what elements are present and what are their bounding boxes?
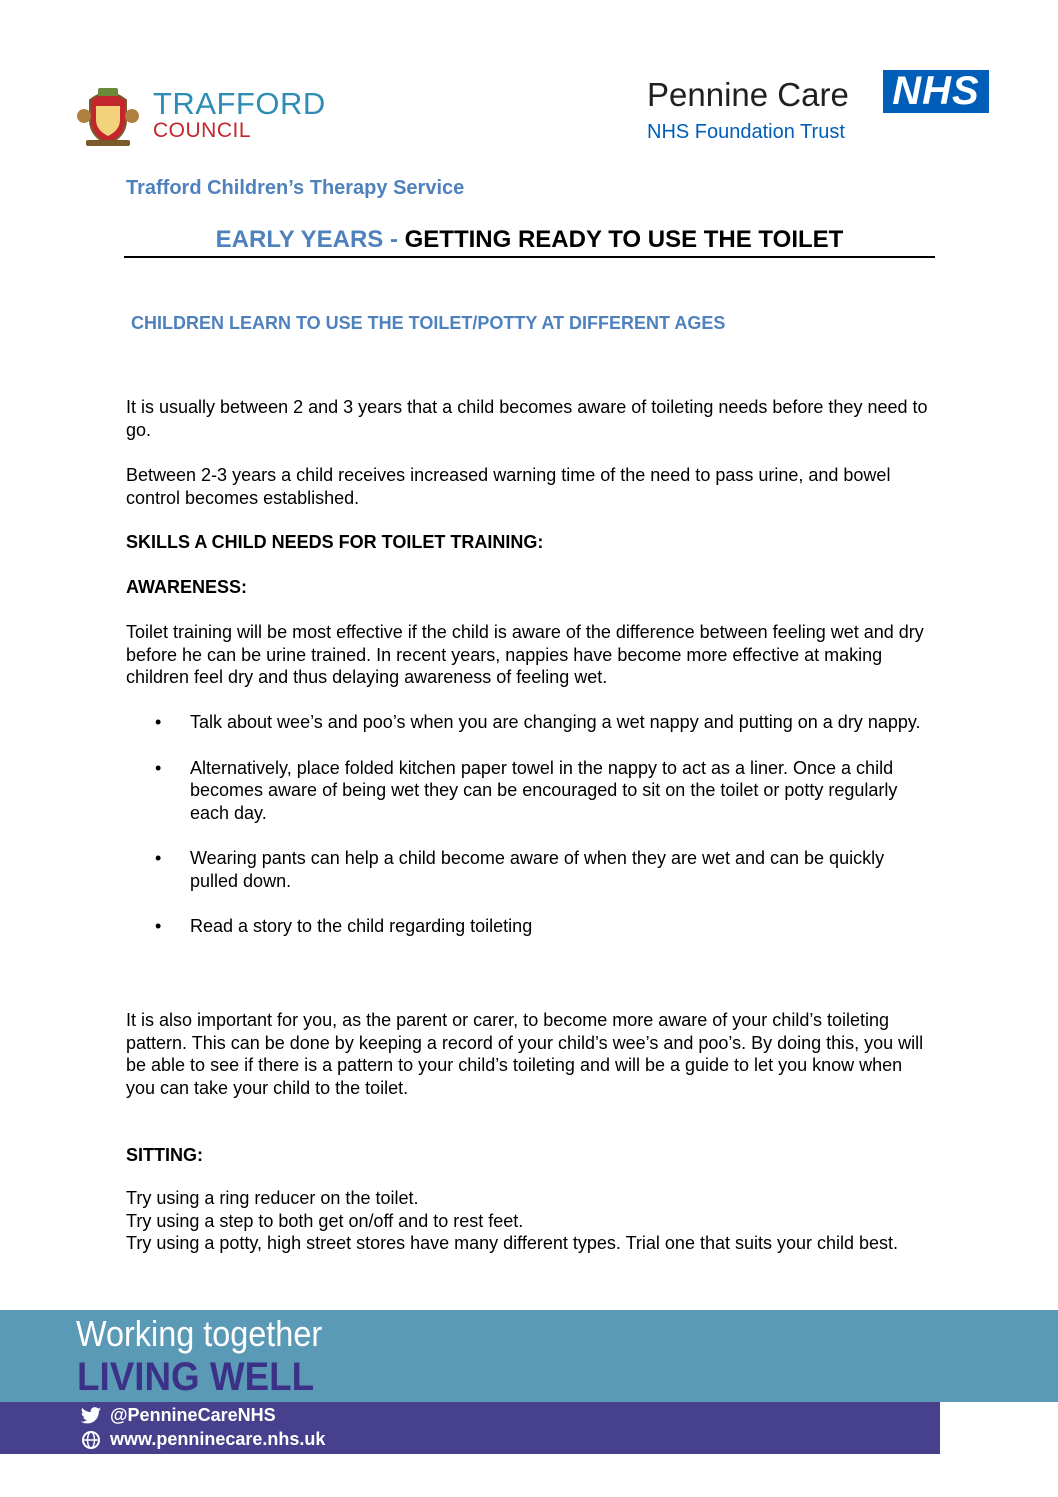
page-title: [124, 226, 935, 254]
list-item-text: Read a story to the child regarding toileting: [190, 916, 533, 936]
council-name: COUNCIL: [153, 119, 252, 142]
twitter-icon: [80, 1406, 102, 1426]
paragraph-1: It is usually between 2 and 3 years that a child becomes aware of toileting needs before they need to go.: [126, 397, 928, 440]
skills-heading: SKILLS A CHILD NEEDS FOR TOILET TRAINING:: [126, 532, 544, 552]
website-link[interactable]: [80, 1429, 325, 1450]
bullet-dot: •: [155, 757, 162, 778]
slogan-line-1: Working together: [76, 1313, 323, 1354]
bullet-dot: •: [155, 916, 162, 936]
paragraph-3: Toilet training will be most effective if the child is aware of the difference between feeling wet and dry before he can be urine trained. In recent years, nappies have become more effective at making children feel dry and thus delaying awareness of feeling wet.: [126, 622, 924, 687]
sitting-heading: SITTING:: [126, 1145, 203, 1165]
bullet-dot: •: [155, 848, 162, 868]
title-underline: [124, 256, 935, 258]
awareness-heading: AWARENESS:: [126, 577, 248, 597]
twitter-handle-text: @PennineCareNHS: [110, 1405, 276, 1425]
nhs-badge: NHS: [883, 70, 989, 113]
paragraph-2: Between 2-3 years a child receives increased warning time of the need to pass urine, and bowel control becomes established.: [126, 465, 891, 508]
trafford-name: TRAFFORD: [153, 86, 326, 121]
service-name: Trafford Children’s Therapy Service: [126, 177, 465, 199]
list-item: [126, 915, 936, 938]
trafford-crest-icon: [76, 86, 140, 148]
sitting-tips: [126, 1187, 936, 1255]
list-item-text: Wearing pants can help a child become aware of when they are wet and can be quickly pulled down.: [190, 848, 885, 891]
sitting-tip: Try using a ring reducer on the toilet.: [126, 1188, 419, 1208]
list-item-text: Alternatively, place folded kitchen paper towel in the nappy to act as a liner. Once a child becomes aware of being wet they can be encouraged to sit on the toilet or potty regularly each day.: [190, 757, 898, 823]
list-item-text: Talk about wee’s and poo’s when you are changing a wet nappy and putting on a dry nappy.: [190, 712, 921, 732]
pennine-care-logo: [647, 68, 992, 148]
pennine-name: Pennine Care: [647, 76, 849, 113]
paragraph-4: It is also important for you, as the parent or carer, to become more aware of your child’s toileting pattern. This can be done by keeping a record of your child’s wee’s and poo’s. By doing this, you will be able to see if there is a pattern to your child’s toileting and will be a guide to let you know when you can take your child to the toilet.: [126, 1010, 924, 1098]
title-main: GETTING READY TO USE THE TOILET: [404, 226, 844, 253]
list-item: [126, 711, 936, 734]
pennine-subtitle: NHS Foundation Trust: [647, 121, 845, 143]
globe-icon: [80, 1430, 102, 1450]
awareness-list: [126, 711, 936, 961]
list-item: [126, 847, 936, 892]
sitting-tip: Try using a step to both get on/off and to rest feet.: [126, 1210, 524, 1231]
title-prefix: EARLY YEARS -: [215, 226, 405, 253]
bullet-dot: •: [155, 712, 162, 732]
slogan-line-2: LIVING WELL: [77, 1355, 315, 1399]
sitting-tip: Try using a potty, high street stores have many different types. Trial one that suits your child best.: [126, 1233, 899, 1253]
trafford-council-logo: [76, 84, 346, 150]
twitter-handle[interactable]: [80, 1405, 276, 1426]
section-subheading: CHILDREN LEARN TO USE THE TOILET/POTTY AT DIFFERENT AGES: [131, 313, 726, 333]
website-link-text: www.penninecare.nhs.uk: [110, 1429, 326, 1449]
list-item: [126, 757, 936, 825]
